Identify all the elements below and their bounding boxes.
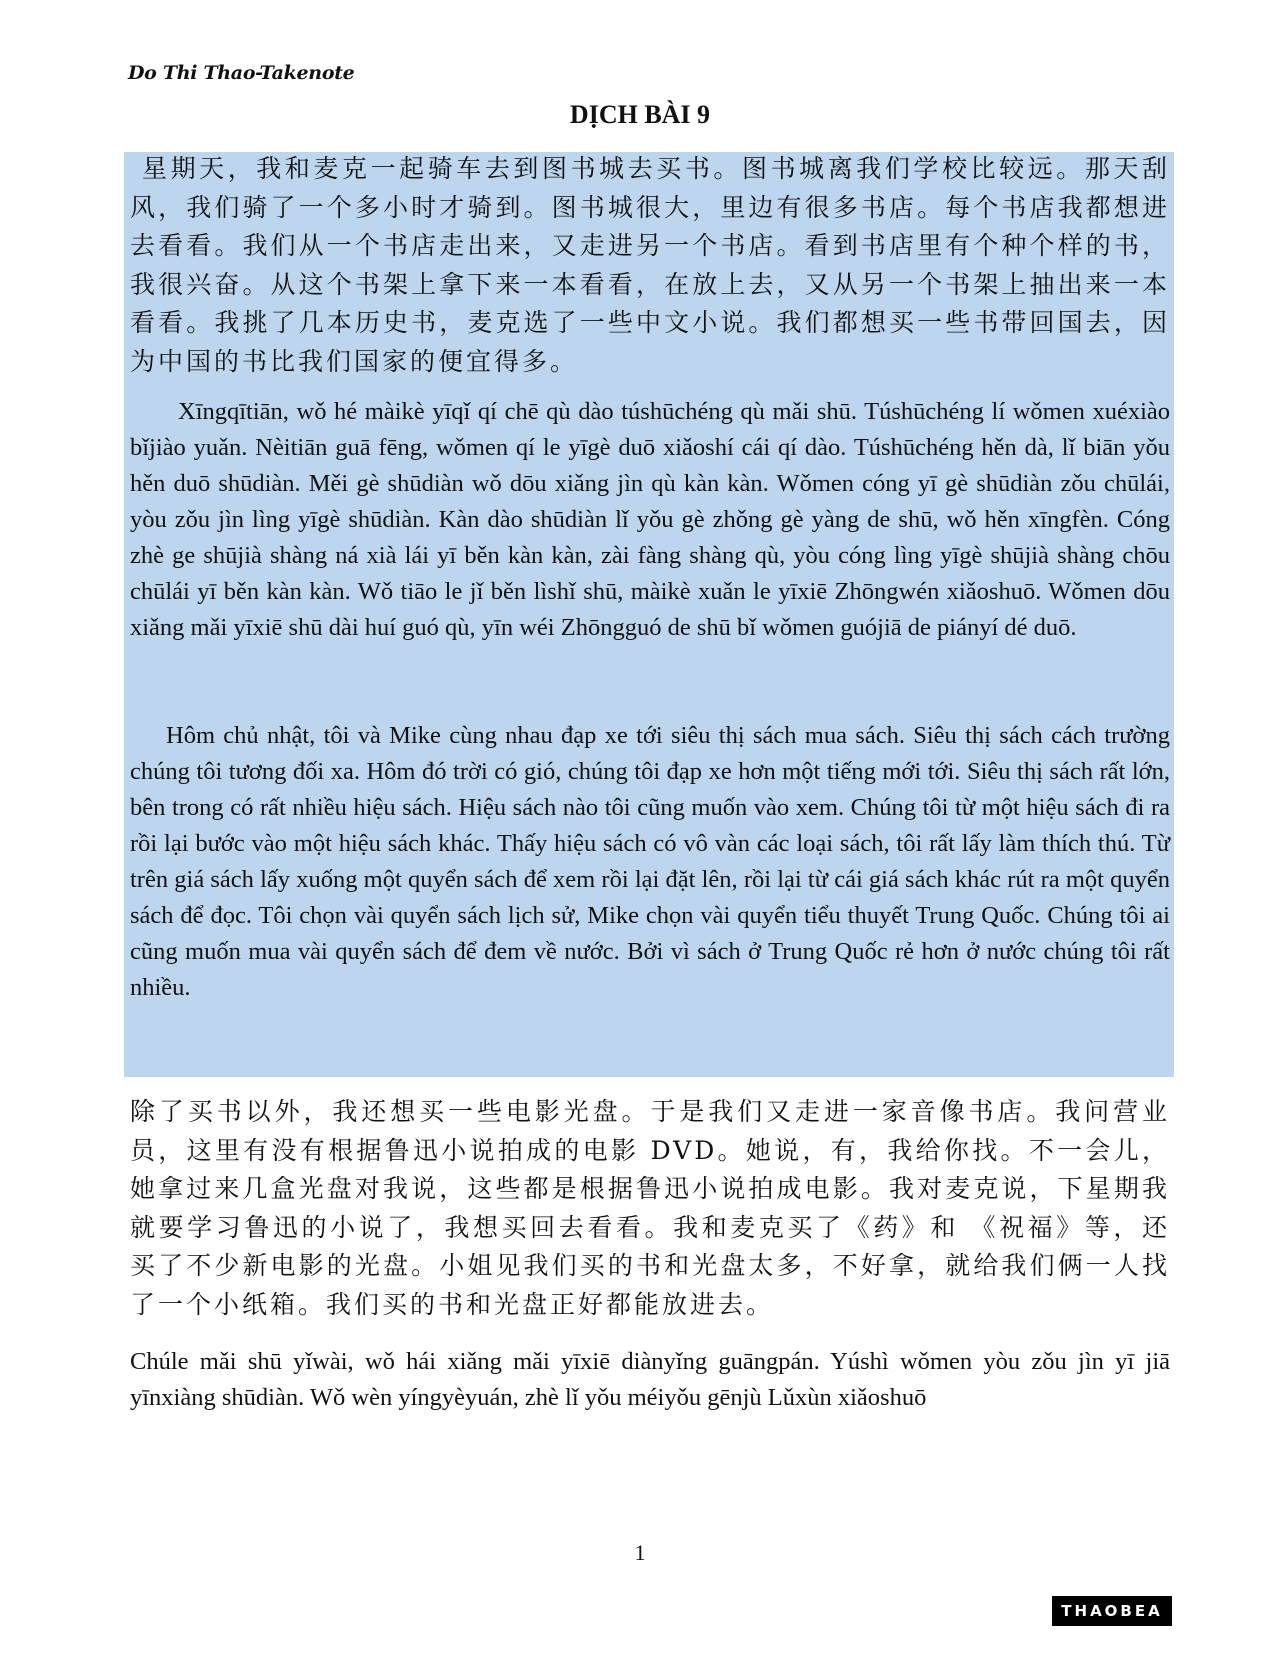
- brand-logo: THAOBEA: [1052, 1596, 1172, 1626]
- passage2-chinese: 除了买书以外，我还想买一些电影光盘。于是我们又走进一家音像书店。我问营业员，这里有没有根据鲁迅小说拍成的电影 DVD。她说，有，我给你找。不一会儿，她拿过来几盒光盘对我说，这些都是根据鲁迅小说拍成电影。我对麦克说，下星期我就要学习鲁迅的小说了，我想买回去看看。我和麦克买了《药》和 《祝福》等，还买了不少新电影的光盘。小姐见我们买的书和光盘太多，不好拿，就给我们俩一人找了一个小纸箱。我们买的书和光盘正好都能放进去。: [130, 1097, 1170, 1319]
- passage1-pinyin: Xīngqītiān, wǒ hé màikè yīqǐ qí chē qù dào túshūchéng qù mǎi shū. Túshūchéng lí wǒmen xuéxiào bǐjiào yuǎn. Nèitiān guā fēng, wǒmen qí le yīgè duō xiǎoshí cái qí dào. Túshūchéng hěn dà, lǐ biān yǒu hěn duō shūdiàn. Měi gè shūdiàn wǒ dōu xiǎng jìn qù kàn kàn. Wǒmen cóng yī gè shūdiàn zǒu chūlái, yòu zǒu jìn lìng yīgè shūdiàn. Kàn dào shūdiàn lǐ yǒu gè zhǒng gè yàng de shū, wǒ hěn xīngfèn. Cóng zhè ge shūjià shàng ná xià lái yī běn kàn kàn, zài fàng shàng qù, yòu cóng lìng yīgè shūjià shàng chōu chūlái yī běn kàn kàn. Wǒ tiāo le jǐ běn lìshǐ shū, màikè xuǎn le yīxiē Zhōngwén xiǎoshuō. Wǒmen dōu xiǎng mǎi yīxiē shū dài huí guó qù, yīn wéi Zhōngguó de shū bǐ wǒmen guójiā de piányí dé duō.: [130, 398, 1170, 641]
- passage2-pinyin: Chúle mǎi shū yǐwài, wǒ hái xiǎng mǎi yīxiē diànyǐng guāngpán. Yúshì wǒmen yòu zǒu jìn yī jiā yīnxiàng shūdiàn. Wǒ wèn yíngyèyuán, zhè lǐ yǒu méiyǒu gēnjù Lǔxùn xiǎoshuō: [130, 1348, 1170, 1411]
- author-note: Do Thi Thao-Takenote: [128, 62, 355, 84]
- passage1-vietnamese: Hôm chủ nhật, tôi và Mike cùng nhau đạp xe tới siêu thị sách mua sách. Siêu thị sách cách trường chúng tôi tương đối xa. Hôm đó trời có gió, chúng tôi đạp xe hơn một tiếng mới tới. Siêu thị sách rất lớn, bên trong có rất nhiều hiệu sách. Hiệu sách nào tôi cũng muốn vào xem. Chúng tôi từ một hiệu sách đi ra rồi lại bước vào một hiệu sách khác. Thấy hiệu sách có vô vàn các loại sách, tôi rất lấy làm thích thú. Từ trên giá sách lấy xuống một quyển sách để xem rồi lại đặt lên, rồi lại từ cái giá sách khác rút ra một quyển sách để đọc. Tôi chọn vài quyển sách lịch sử, Mike chọn vài quyển tiểu thuyết Trung Quốc. Chúng tôi ai cũng muốn mua vài quyển sách để đem về nước. Bởi vì sách ở Trung Quốc rẻ hơn ở nước chúng tôi rất nhiều.: [130, 722, 1170, 1001]
- page-title: DỊCH BÀI 9: [569, 100, 711, 129]
- page-number: 1: [634, 1540, 646, 1565]
- passage1-chinese: 星期天，我和麦克一起骑车去到图书城去买书。图书城离我们学校比较远。那天刮风，我们骑了一个多小时才骑到。图书城很大，里边有很多书店。每个书店我都想进去看看。我们从一个书店走出来，又走进另一个书店。看到书店里有个种个样的书，我很兴奋。从这个书架上拿下来一本看看，在放上去，又从另一个书架上抽出来一本看看。我挑了几本历史书，麦克选了一些中文小说。我们都想买一些书带回国去，因为中国的书比我们国家的便宜得多。: [130, 154, 1170, 376]
